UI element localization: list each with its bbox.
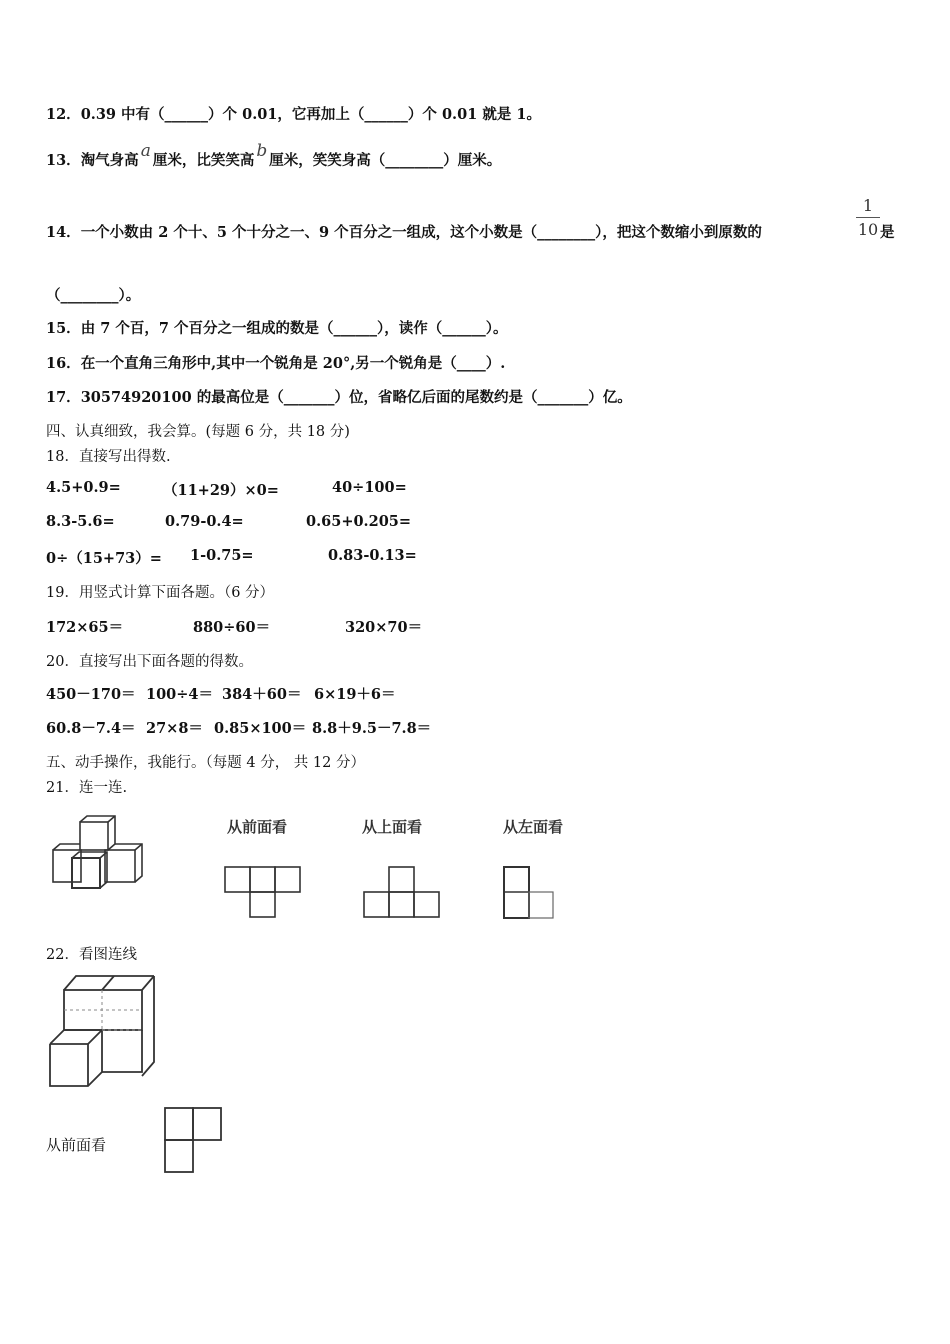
question-22 — [46, 943, 137, 964]
question-number: 17． — [46, 389, 81, 406]
question-17 — [46, 386, 632, 407]
question-text: 直接写出得数. — [78, 449, 171, 465]
section-5-title: 五、动手操作，我能行。（每题 4 分， 共 12 分） — [46, 755, 365, 771]
question-text: 一个小数由 2 个十、5 个十分之一、9 个百分之一组成，这个小数是（________），把这个数缩小到原数的 — [80, 224, 762, 241]
calc-item: 4.5+0.9= — [46, 479, 121, 496]
calc-item: 0.85×100＝ — [214, 720, 307, 737]
calc-item: 880÷60＝ — [193, 619, 271, 636]
question-19 — [46, 581, 274, 602]
question-20 — [46, 650, 253, 671]
calc-item: 8.3-5.6= — [46, 513, 115, 530]
question-14-suffix: 是 — [880, 224, 895, 241]
top-view-shape — [363, 866, 441, 918]
view-label-front: 从前面看 — [227, 818, 288, 836]
q22-front-view-shape — [163, 1106, 225, 1174]
question-text: 淘气身高 — [80, 152, 139, 169]
calc-item: 6×19＋6＝ — [314, 686, 396, 703]
question-text: 由 7 个百，7 个百分之一组成的数是（______），读作（______）。 — [80, 320, 508, 337]
calc-item: 60.8－7.4＝ — [46, 720, 136, 737]
variable-b: b — [256, 141, 268, 161]
question-text: 在一个直角三角形中,其中一个锐角是 20°,另一个锐角是（____）. — [80, 355, 506, 372]
question-15 — [46, 317, 508, 338]
left-view-shape — [502, 866, 556, 920]
question-16 — [46, 352, 505, 373]
question-number: 13． — [46, 152, 81, 169]
question-text: 30574920100 的最高位是（_______）位，省略亿后面的尾数约是（_______）亿。 — [80, 389, 632, 406]
calc-item: 384＋60＝ — [222, 686, 302, 703]
calc-item: （11+29）×0= — [163, 482, 279, 499]
question-number: 19． — [46, 585, 79, 601]
calc-item: 27×8＝ — [146, 720, 203, 737]
question-13 — [46, 141, 502, 170]
fraction-one-tenth — [856, 196, 880, 239]
question-number: 22． — [46, 947, 79, 963]
question-text: 连一连. — [78, 780, 128, 796]
view-label-top: 从上面看 — [362, 818, 423, 836]
question-text: 看图连线 — [78, 947, 137, 963]
question-text: 用竖式计算下面各题。（6 分） — [78, 585, 275, 601]
question-number: 20． — [46, 654, 79, 670]
calc-item: 320×70＝ — [345, 619, 423, 636]
question-18 — [46, 445, 171, 466]
variable-a: a — [140, 141, 151, 161]
calc-item: 100÷4＝ — [146, 686, 214, 703]
q22-view-label: 从前面看 — [46, 1136, 107, 1154]
l-block-figure — [46, 972, 158, 1092]
calc-item: 172×65＝ — [46, 619, 124, 636]
section-4-title: 四、认真细致，我会算。(每题 6 分，共 18 分) — [46, 424, 350, 440]
view-label-left: 从左面看 — [503, 818, 564, 836]
fraction-bar — [856, 217, 880, 218]
calc-item: 0.65+0.205= — [306, 513, 412, 530]
question-21 — [46, 776, 127, 797]
question-number: 15． — [46, 320, 81, 337]
question-14-continuation: （________）。 — [46, 287, 141, 304]
question-number: 18． — [46, 449, 79, 465]
question-text: 0.39 中有（______）个 0.01，它再加上（______）个 0.01 就是 1。 — [80, 106, 541, 123]
calc-item: 0÷（15+73）= — [46, 550, 162, 567]
cube-stack-figure — [50, 812, 150, 892]
calc-item: 8.8＋9.5－7.8＝ — [312, 720, 432, 737]
front-view-shape — [224, 866, 302, 918]
fraction-denominator: 10 — [857, 220, 879, 239]
question-text: 厘米，比笑笑高 — [152, 152, 255, 169]
calc-item: 450－170＝ — [46, 686, 136, 703]
calc-item: 0.83-0.13= — [328, 547, 417, 564]
calc-item: 40÷100= — [332, 479, 407, 496]
question-number: 12． — [46, 106, 81, 123]
question-12 — [46, 103, 541, 124]
calc-item: 1-0.75= — [190, 547, 254, 564]
question-number: 14． — [46, 224, 81, 241]
question-text: 直接写出下面各题的得数。 — [78, 654, 253, 670]
calc-item: 0.79-0.4= — [165, 513, 244, 530]
fraction-numerator: 1 — [862, 196, 874, 215]
question-text: 厘米，笑笑身高（________）厘米。 — [269, 152, 502, 169]
question-14 — [46, 221, 762, 242]
question-number: 16． — [46, 355, 81, 372]
question-number: 21． — [46, 780, 79, 796]
